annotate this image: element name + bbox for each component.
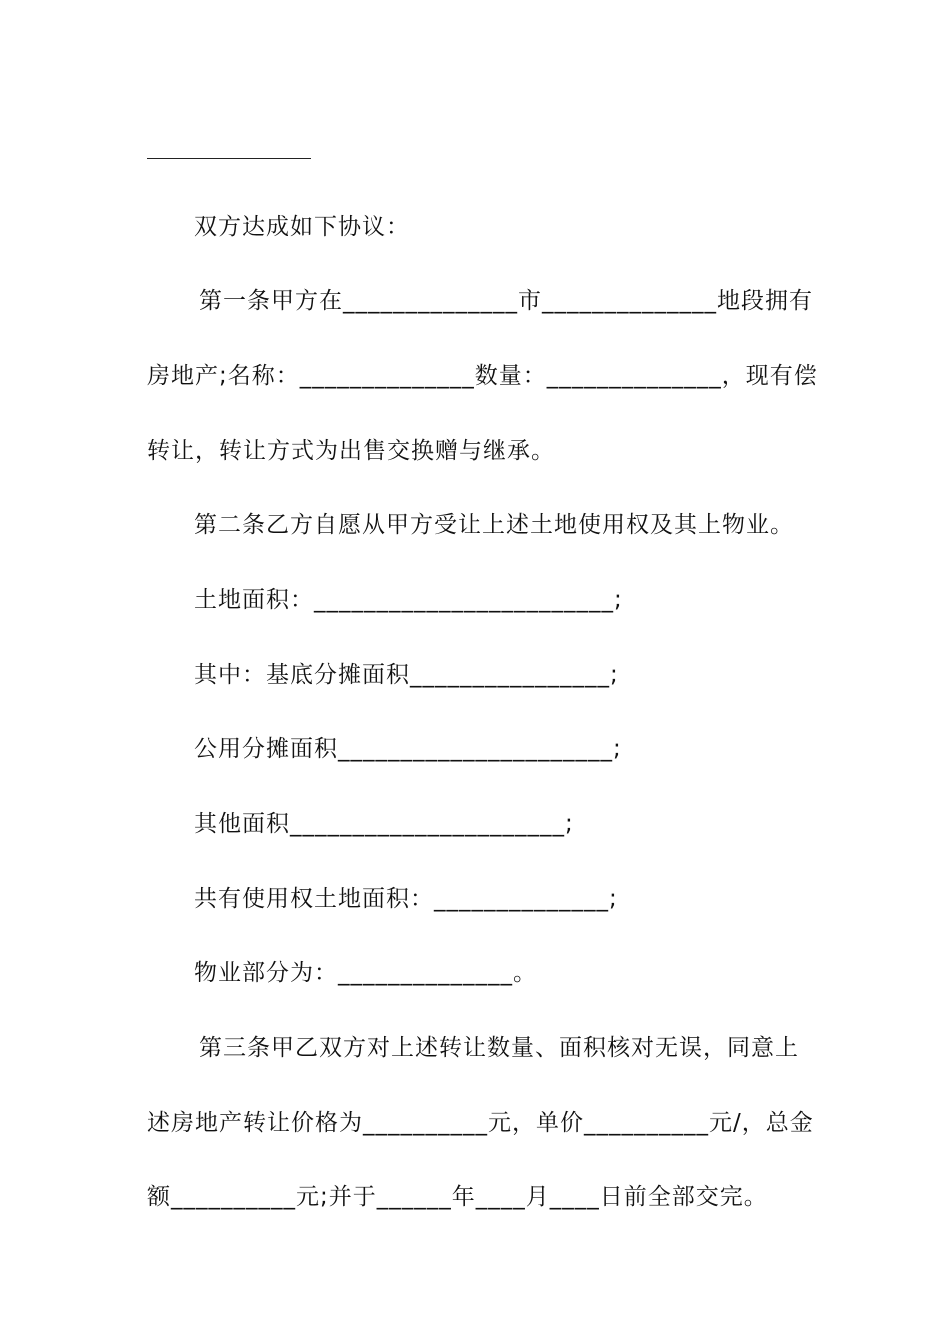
paragraph-article-3-line-2: 述房地产转让价格为__________元，单价__________元/，总金 xyxy=(147,1110,814,1136)
paragraph-article-2: 第二条乙方自愿从甲方受让上述土地使用权及其上物业。 xyxy=(194,512,794,538)
paragraph-article-3-line-3: 额__________元;并于______年____月____日前全部交完。 xyxy=(147,1184,768,1210)
field-common-land-area: 共有使用权土地面积：______________; xyxy=(194,886,618,912)
field-base-shared-area: 其中：基底分摊面积________________; xyxy=(194,662,619,688)
paragraph-agreement-intro: 双方达成如下协议： xyxy=(194,214,410,240)
field-property-part: 物业部分为：______________。 xyxy=(194,960,537,986)
top-fill-line xyxy=(147,158,311,159)
paragraph-article-1-line-1: 第一条甲方在______________市______________地段拥有 xyxy=(199,288,813,314)
field-other-area: 其他面积______________________; xyxy=(194,811,574,837)
paragraph-article-3-line-1: 第三条甲乙双方对上述转让数量、面积核对无误，同意上 xyxy=(199,1035,799,1061)
paragraph-article-1-line-2: 房地产;名称：______________数量：______________，现有偿 xyxy=(147,363,818,389)
field-land-area: 土地面积：________________________; xyxy=(194,587,623,613)
field-public-shared-area: 公用分摊面积______________________; xyxy=(194,736,622,762)
paragraph-article-1-line-3: 转让，转让方式为出售交换赠与继承。 xyxy=(147,438,555,464)
